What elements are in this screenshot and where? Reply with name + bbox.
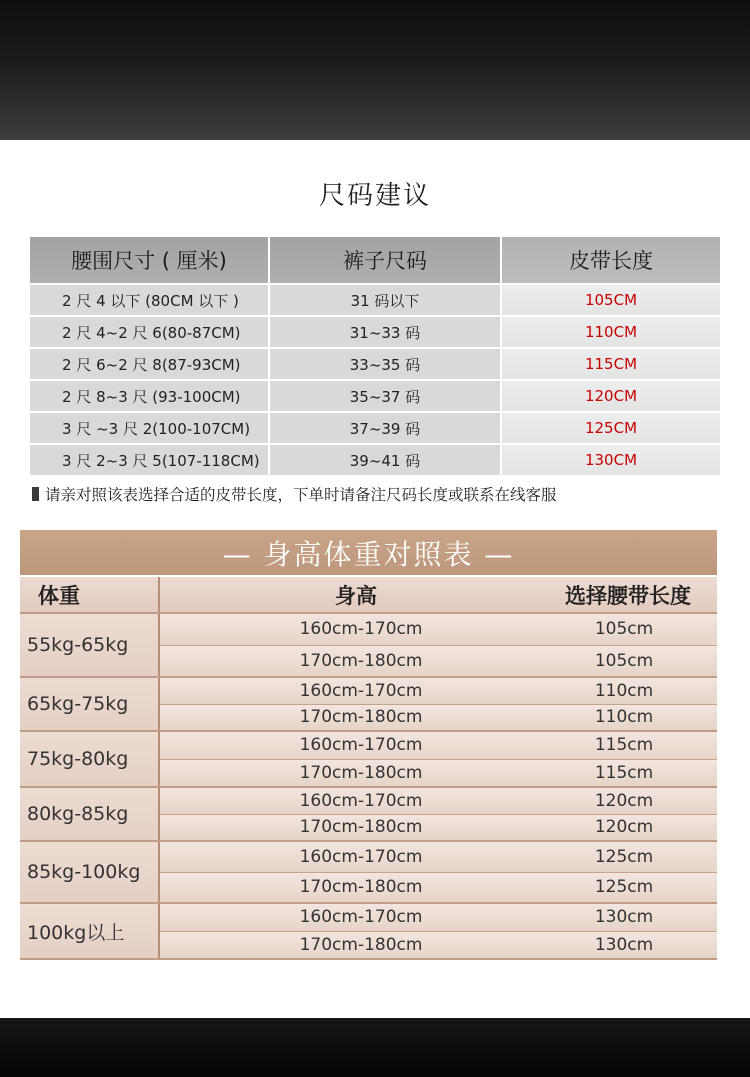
height-rows	[160, 788, 717, 840]
weight-group	[20, 842, 717, 902]
pants-size-cell: 37~39 码	[270, 413, 500, 443]
table-row	[160, 678, 717, 704]
belt-cell: 110cm	[594, 707, 654, 728]
belt-length-cell: 120CM	[502, 381, 720, 411]
height-weight-table	[20, 530, 717, 960]
header-pants-size: 裤子尺码	[270, 237, 500, 283]
height-range-cell: 160cm-170cm	[299, 680, 423, 701]
waist-cell: 3 尺 ~3 尺 2(100-107CM)	[30, 413, 268, 443]
height-range-cell: 160cm-170cm	[299, 846, 423, 867]
height-weight-table-title: — 身高体重对照表 —	[20, 530, 717, 575]
table-row	[160, 760, 717, 787]
waist-cell: 3 尺 2~3 尺 5(107-118CM)	[30, 445, 268, 475]
height-rows	[160, 614, 717, 676]
weight-group	[20, 904, 717, 958]
weight-group	[20, 732, 717, 786]
table-row	[160, 815, 717, 841]
height-rows	[160, 904, 717, 958]
pants-size-cell: 35~37 码	[270, 381, 500, 411]
header-belt-length: 选择腰带长度	[565, 583, 691, 608]
weight-cell: 80kg-85kg	[20, 788, 158, 840]
waist-cell: 2 尺 4~2 尺 6(80-87CM)	[30, 317, 268, 347]
waist-cell: 2 尺 4 以下 (80CM 以下 )	[30, 285, 268, 315]
bottom-dark-banner	[0, 1018, 750, 1077]
height-range-cell: 160cm-170cm	[299, 619, 423, 640]
height-range-cell: 160cm-170cm	[299, 907, 423, 928]
height-range-cell: 170cm-180cm	[299, 762, 423, 783]
size-table	[30, 237, 720, 475]
size-note	[32, 483, 557, 505]
height-weight-table-body	[20, 612, 717, 960]
belt-cell: 105cm	[594, 619, 654, 640]
pants-size-cell: 39~41 码	[270, 445, 500, 475]
table-row	[160, 873, 717, 903]
belt-cell: 110cm	[594, 680, 654, 701]
note-text: 请亲对照该表选择合适的皮带长度，下单时请备注尺码长度或联系在线客服	[45, 486, 557, 504]
height-range-cell: 170cm-180cm	[299, 877, 423, 898]
belt-cell: 125cm	[594, 846, 654, 867]
page-title: 尺码建议	[318, 181, 431, 211]
header-belt-length: 皮带长度	[502, 237, 720, 283]
waist-cell: 2 尺 6~2 尺 8(87-93CM)	[30, 349, 268, 379]
table-row	[160, 705, 717, 731]
height-weight-table-header	[20, 577, 717, 612]
height-range-cell: 170cm-180cm	[299, 817, 423, 838]
height-range-cell: 160cm-170cm	[299, 790, 423, 811]
height-range-cell: 160cm-170cm	[299, 735, 423, 756]
table-row	[160, 788, 717, 814]
pants-size-cell: 33~35 码	[270, 349, 500, 379]
table-row	[160, 614, 717, 645]
note-marker-icon	[32, 487, 39, 501]
table-row	[160, 732, 717, 759]
weight-group	[20, 614, 717, 676]
belt-cell: 120cm	[594, 790, 654, 811]
weight-cell: 75kg-80kg	[20, 732, 158, 786]
header-height: 身高	[335, 583, 377, 608]
belt-cell: 130cm	[594, 907, 654, 928]
height-range-cell: 170cm-180cm	[299, 650, 423, 671]
table-row	[160, 932, 717, 959]
height-rows	[160, 678, 717, 730]
top-dark-banner	[0, 0, 750, 140]
belt-length-cell: 115CM	[502, 349, 720, 379]
header-waist: 腰围尺寸 ( 厘米)	[30, 237, 268, 283]
weight-cell: 85kg-100kg	[20, 842, 158, 902]
weight-group	[20, 678, 717, 730]
pants-size-cell: 31 码以下	[270, 285, 500, 315]
weight-cell: 100kg以上	[20, 904, 158, 958]
height-rows	[160, 842, 717, 902]
belt-cell: 115cm	[594, 735, 654, 756]
weight-cell: 55kg-65kg	[20, 614, 158, 676]
belt-length-cell: 110CM	[502, 317, 720, 347]
weight-group	[20, 788, 717, 840]
weight-cell: 65kg-75kg	[20, 678, 158, 730]
belt-cell: 120cm	[594, 817, 654, 838]
belt-length-cell: 105CM	[502, 285, 720, 315]
belt-cell: 115cm	[594, 762, 654, 783]
waist-cell: 2 尺 8~3 尺 (93-100CM)	[30, 381, 268, 411]
belt-length-cell: 130CM	[502, 445, 720, 475]
belt-cell: 105cm	[594, 650, 654, 671]
header-weight: 体重	[38, 583, 80, 608]
height-range-cell: 170cm-180cm	[299, 934, 423, 955]
height-rows	[160, 732, 717, 786]
table-row	[160, 842, 717, 872]
table-row	[160, 646, 717, 677]
height-range-cell: 170cm-180cm	[299, 707, 423, 728]
table-row	[160, 904, 717, 931]
pants-size-cell: 31~33 码	[270, 317, 500, 347]
belt-cell: 130cm	[594, 934, 654, 955]
belt-length-cell: 125CM	[502, 413, 720, 443]
belt-cell: 125cm	[594, 877, 654, 898]
